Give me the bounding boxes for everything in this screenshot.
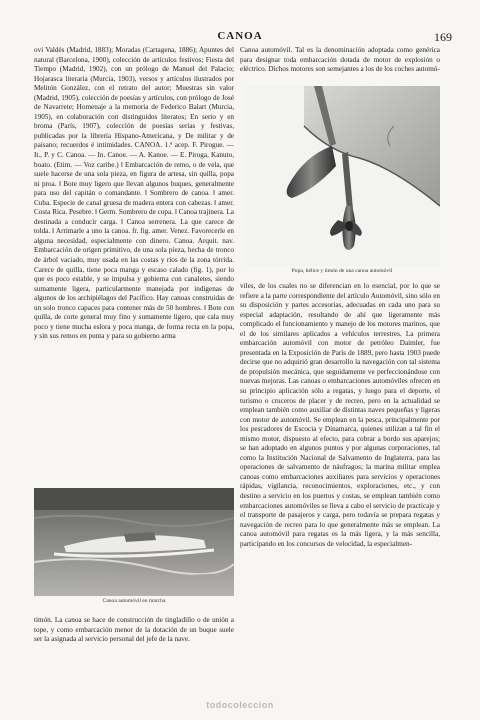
propeller-illustration [244, 86, 440, 266]
right-column-text [240, 282, 440, 674]
propeller-caption: Popa, hélice y timón de una canoa automóvil [291, 268, 393, 274]
page-title: CANOA [217, 30, 263, 42]
right-column-intro-paragraph: Canoa automóvil. Tal es la denominación adoptada como genérica para designar toda embarcación dotada de motor de explosión o eléctrico. Dichos motores son semejantes a los de los coches automó- [240, 46, 440, 74]
boat-caption: Canoa automóvil en marcha [102, 598, 166, 604]
right-column-intro [240, 46, 440, 84]
boat-illustration [34, 488, 234, 596]
watermark: todocoleccion [206, 700, 274, 710]
page-header [28, 30, 452, 44]
page-number: 169 [434, 30, 452, 44]
left-column-text [34, 46, 234, 560]
boat-photo [34, 488, 234, 596]
propeller-photo [244, 86, 440, 266]
right-column-paragraph: viles, de los cuales no se diferencian en lo esencial, por lo que se refiere a la parte correspondiente del artículo Automóvil, sino sólo en su disposición y partes accesorias, adecuadas en cada uno para su especial adaptación, resultando de ahí que ligeramente más complicado el funcionamiento y manejo de los motores marinos, que el de los similares aplicados a vehículos terrestres. La primera embarcación automóvil con motor de petróleo Daimler, fue presentada en la Exposición de París de 1889, pero hasta 1903 puede decirse que no adquirió gran desarrollo la navegación con tal sistema de propulsión mecánica, que seguidamente ve perfeccionándose con nuevas mejoras. Las canoas o embarcaciones automóviles ofrecen en su principio aplicación sólo a regatas, y luego para el deporte, el turismo o cruceros de placer y de recreo, pero en la actualidad se emplean también como auxiliar de distintas naves pequeñas y ligeras con motor de automóvil. Se emplean en la pesca, principalmente por los pescadores de Escocia y Dinamarca, quienes utilizan a tal fin el mismo motor, dispuesto al efecto, para cobrar a bordo sus aparejos; se han adoptado en algunos puntos y por algunas corporaciones, tal como la Institución Nacional de Salvamento de Inglaterra, para las operaciones de salvamento de náufragos; la marina militar emplea canoas como embarcaciones auxiliares para servicios y operaciones rápidas, vigilancia, reconocimientos, exploraciones, etc., y con destino a servicio en los puertos y costas, se emplean también como embarcaciones automóviles se lleva a cabo el servicio de practicaje y el transporte de pasajeros y carga, pero todavía se prepara regatas y navegación de recreo para lo que generalmente más se emplean. La canoa automóvil para regatas es la más ligera, y la más sencilla, participando en los concursos de velocidad, la especialmen- [240, 282, 440, 548]
left-column-paragraph: ovi Valdés (Madrid, 1883); Moradas (Cartagena, 1886); Apuntes del natural (Barcelona, 1900), colección de artículos festivos; Fiesta del Tiempo (Madrid, 1902), con un prólogo de Manuel del Palacio; Hojarasca literaria (Murcia, 1903), versos y artículos ilustrados por Melitón González, con el retrato del autor; Muestras sin valor (Madrid, 1905), colección de poesías y artículos, con prólogo de José de Navarrete; Homenaje a la memoria de Federico Balart (Murcia, 1905), en colaboración con distinguidos literatos; En serio y en broma (París, 1907), colección de poesías serias y festivas, publicadas por la librería Hispano-Americana, y De militar y de paisano; recuerdos é intimidades. CANOA. 1.ª acep. F. Pirogue. — It., P. y C. Canoa. — In. Canoe. — A. Kanoe. — E. Piroga, Kanuto, boato. (Etim. — Voz caribe.) ‖ Embarcación de remo, o de vela, que suele hacerse de una sola pieza, en figura de artesa, sin quilla, popa ni proa. ‖ Bote muy ligero que llevan algunos buques, generalmente para uso del capitán o comandante. ‖ Sombrero de canoa. ‖ amer. Cuba. Especie de canal gruesa de madera entera con cabezas. ‖ amer. Costa Rica. Pesebre. ‖ Germ. Sombrero de copa. ‖ Canoa trajinera. La destinada a conducir carga. ‖ Canoa serrenera. La que carece de tolda. ‖ Arrimarle a uno la canoa. fr. fig. amer. Venez. Favorecerle en alguna necesidad, especialmente con dinero. Canoa. Arquit. nav. Embarcación de origen primitivo, de una sola pieza, hecha de tronco de árbol vaciado, muy usada en las costas y ríos de la zona tórrida. Carece de quilla, tiene poca manga y escaso calado (fig. 1), por lo que es poco estable, y se impulsa y gobierna con canaletes, siendo sumamente ligera, particularmente manejada por indígenas de algunos de los archipiélagos del Pacífico. Hay canoas construidas de un solo tronco capaces para contener más de 50 hombres. ‖ Bote con quilla, de corte general muy fino y sumamente ligero, que cala muy poco y tiene mucha eslora y poca manga, de forma recta en la popa, y sin sus remos en punta y para su gobierno arma [34, 46, 234, 341]
left-column-bottom-text [34, 616, 234, 676]
left-column-bottom-paragraph: timón. La canoa se hace de construcción de tingladillo o de unión a tope, y como embarcación menor de la dotación de un buque suele ser la asignada al servicio personal del jefe de la nave. [34, 616, 234, 644]
